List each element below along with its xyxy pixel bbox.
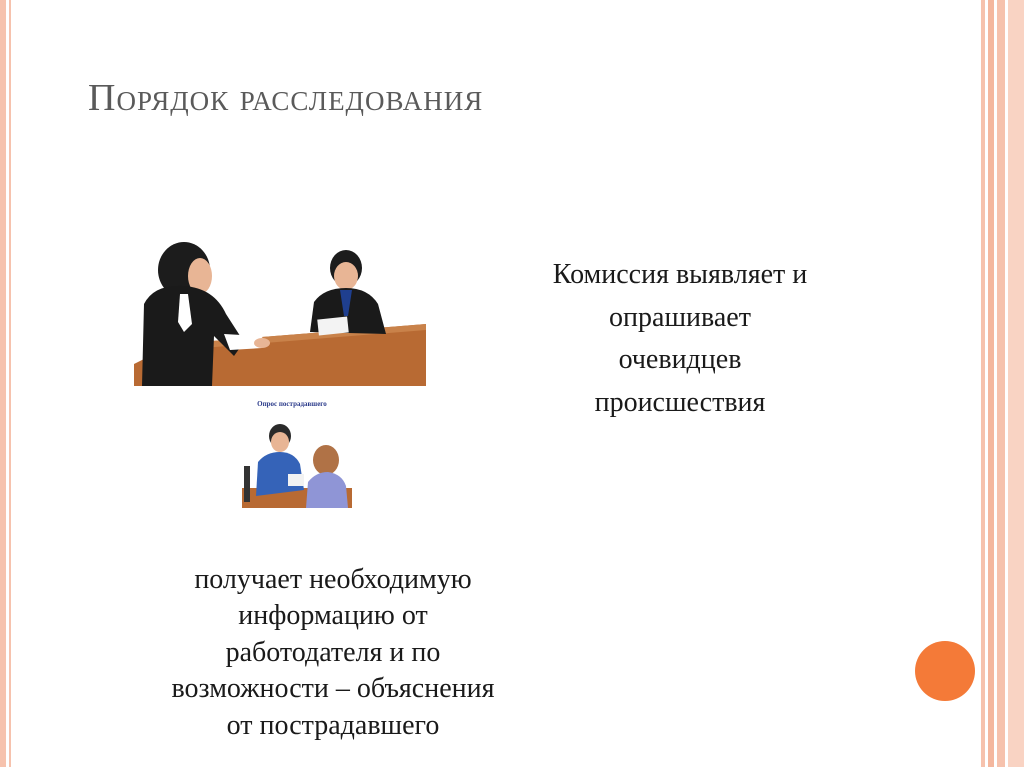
witness-text-line: происшествия [594, 386, 766, 418]
right-border-stripe-1 [981, 0, 985, 767]
left-border-stripe [0, 0, 6, 767]
interview-illustration [218, 396, 366, 508]
interview-caption: Опрос пострадавшего [257, 400, 327, 408]
information-text-line: получает необходимую [194, 564, 472, 595]
orange-circle-icon [915, 641, 975, 701]
information-text-line: информацию от [238, 600, 428, 632]
information-text-line: возможности – объяснения [171, 673, 495, 705]
information-text-line: от пострадавшего [226, 709, 440, 741]
meeting-illustration [134, 224, 426, 386]
right-border-stripe-2 [988, 0, 994, 767]
witness-text-line: очевидцев [618, 344, 742, 376]
right-border-stripe-3 [997, 0, 1005, 767]
left-border-stripe-thin [9, 0, 11, 767]
slide-title: Порядок расследования [88, 77, 484, 119]
information-text-line: работодателя и по [225, 636, 441, 668]
witness-text-line: опрашивает [609, 301, 751, 333]
witness-text-block [470, 254, 890, 424]
right-border-stripe-4 [1008, 0, 1024, 767]
witness-text-line: Комиссия выявляет и [552, 259, 808, 290]
information-text-block [108, 562, 558, 744]
